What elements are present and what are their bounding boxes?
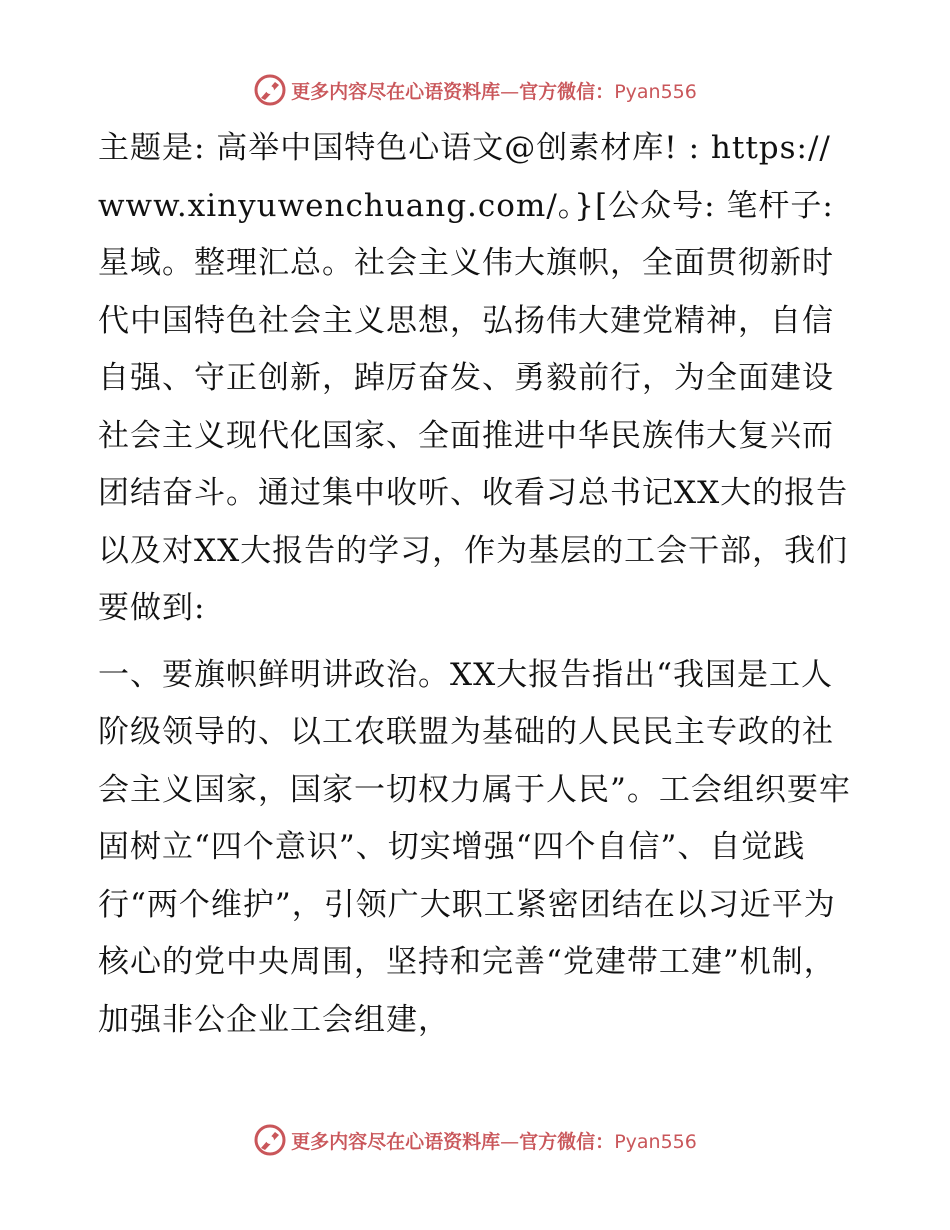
header-watermark-banner	[0, 70, 950, 110]
banner-text	[291, 77, 697, 104]
banner-wechat-id: Pyan556	[614, 80, 697, 103]
banner-text	[291, 1127, 697, 1154]
document-body	[98, 120, 858, 1049]
paragraph-intro: 主题是: 高举中国特色心语文@创素材库! : https://www.xinyuwenchuang.com/。}[公众号: 笔杆子:星域。整理汇总。社会主义伟大旗帜，全面贯彻新时代中国特色社会主义思想，弘扬伟大建党精神，自信自强、守正创新，踔厉奋发、勇毅前行，为全面建设社会主义现代化国家、全面推进中华民族伟大复兴而团结奋斗。通过集中收听、收看习总书记XX大的报告以及对XX大报告的学习，作为基层的工会干部，我们要做到:	[98, 130, 849, 626]
banner-wechat-id: Pyan556	[614, 1130, 697, 1153]
banner-separator: —	[500, 1130, 520, 1153]
paragraph-section-1: 一、要旗帜鲜明讲政治。XX大报告指出“我国是工人阶级领导的、以工农联盟为基础的人民民主专政的社会主义国家，国家一切权力属于人民”。工会组织要牢固树立“四个意识”、切实增强“四个自信”、自觉践行“两个维护”，引领广大职工紧密团结在以习近平为核心的党中央周围，坚持和完善“党建带工建”机制，加强非公企业工会组建，	[98, 656, 851, 1038]
pen-logo-icon	[253, 1123, 287, 1157]
banner-main: 更多内容尽在心语资料库	[291, 80, 501, 103]
banner-main: 更多内容尽在心语资料库	[291, 1130, 501, 1153]
banner-suffix: 官方微信：	[519, 80, 615, 103]
footer-watermark-banner	[0, 1120, 950, 1160]
banner-suffix: 官方微信：	[519, 1130, 615, 1153]
banner-separator: —	[500, 80, 520, 103]
pen-logo-icon	[253, 73, 287, 107]
